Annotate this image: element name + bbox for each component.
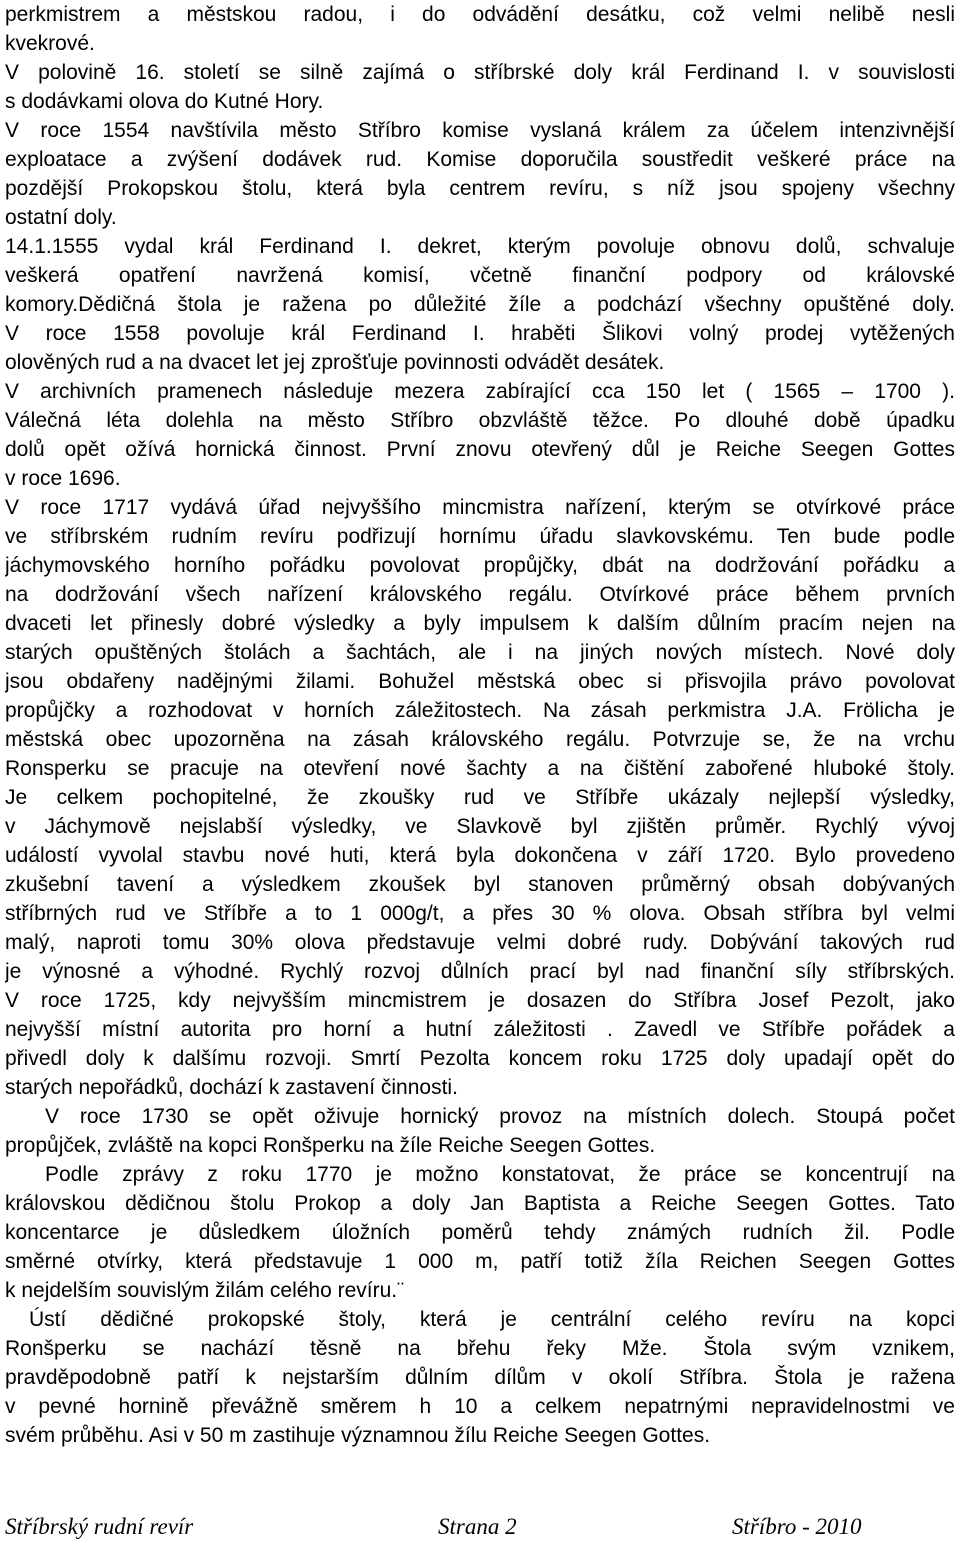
- text-line: jáchymovského horního pořádku povolovat propůjčky, dbát na dodržování pořádku a: [5, 554, 955, 577]
- text-line: Ronsperku se pracuje na otevření nové šachty a na čištění zabořené hluboké štoly.: [5, 757, 955, 780]
- text-line: Je celkem pochopitelné, že zkoušky rud ve Stříbře ukázaly nejlepší výsledky,: [5, 786, 955, 809]
- text-line: starých nepořádků, dochází k zastavení činnosti.: [5, 1076, 458, 1099]
- text-line: pozdější Prokopskou štolu, která byla centrem revíru, s níž jsou spojeny všechny: [5, 177, 955, 200]
- text-line: svém průběhu. Asi v 50 m zastihuje významnou žílu Reiche Seegen Gottes.: [5, 1424, 711, 1447]
- text-line: k nejdelším souvislým žilám celého revíru.¨: [5, 1279, 405, 1302]
- text-line: zkušební tavení a výsledkem zkoušek byl stanoven průměrný obsah dobývaných: [5, 873, 955, 896]
- text-line: ostatní doly.: [5, 206, 117, 229]
- text-line: propůjčky a rozhodovat v horních záležitostech. Na zásah perkmistra J.A. Frölicha je: [5, 699, 955, 722]
- text-line: dvaceti let přinesly dobré výsledky a byly impulsem k dalším důlním pracím nejen na: [5, 612, 955, 635]
- text-line: V roce 1717 vydává úřad nejvyššího mincmistra nařízení, kterým se otvírkové práce: [5, 496, 955, 519]
- text-line: koncentarce je důsledkem úložních poměrů tehdy známých rudních žil. Podle: [5, 1221, 955, 1244]
- text-line: propůjček, zvláště na kopci Ronšperku na žíle Reiche Seegen Gottes.: [5, 1134, 656, 1157]
- text-line: V archivních pramenech následuje mezera zabírající cca 150 let ( 1565 – 1700 ).: [5, 380, 955, 403]
- text-line: Válečná léta dolehla na město Stříbro obzvláště těžce. Po dlouhé době úpadku: [5, 409, 955, 432]
- text-line: královskou dědičnou štolu Prokop a doly Jan Baptista a Reiche Seegen Gottes. Tato: [5, 1192, 955, 1215]
- text-line: nejvyšší místní autorita pro horní a hutní záležitosti . Zavedl ve Stříbře pořádek a: [5, 1018, 955, 1041]
- footer-place-year: Stříbro - 2010: [732, 1514, 862, 1539]
- page-footer: [5, 1513, 925, 1541]
- text-line: starých opuštěných štolách a šachtách, ale i na jiných nových místech. Nové doly: [5, 641, 955, 664]
- text-line: v Jáchymově nejslabší výsledky, ve Slavkově byl zjištěn průměr. Rychlý vývoj: [5, 815, 955, 838]
- text-line: událostí vyvolal stavbu nové huti, která byla dokončena v září 1720. Bylo provedeno: [5, 844, 955, 867]
- text-line: olověných rud a na dvacet let jej zprošťuje povinnosti odvádět desátek.: [5, 351, 665, 374]
- text-line: na dodržování všech nařízení královského regálu. Otvírkové práce během prvních: [5, 583, 955, 606]
- text-line: komory.Dědičná štola je ražena po důležité žíle a podchází všechny opuštěné doly.: [5, 293, 955, 316]
- text-line: malý, naproti tomu 30% olova představuje velmi dobré rudy. Dobývání takových rud: [5, 931, 955, 954]
- text-line: je výnosné a výhodné. Rychlý rozvoj důlních prací byl nad finanční síly stříbrských.: [5, 960, 955, 983]
- text-line: dolů opět ožívá hornická činnost. První znovu otevřený důl je Reiche Seegen Gottes: [5, 438, 955, 461]
- text-line: s dodávkami olova do Kutné Hory.: [5, 90, 324, 113]
- text-line: V roce 1725, kdy nejvyšším mincmistrem je dosazen do Stříbra Josef Pezolt, jako: [5, 989, 955, 1012]
- document-body: [5, 0, 955, 1450]
- page-number: Strana 2: [438, 1514, 517, 1539]
- text-line: ve stříbrském rudním revíru podřizují hornímu úřadu slavkovskému. Ten bude podle: [5, 525, 955, 548]
- text-line: perkmistrem a městskou radou, i do odvádění desátku, což velmi nelibě nesli: [5, 3, 955, 26]
- text-line: veškerá opatření navržená komisí, včetně finanční podpory od královské: [5, 264, 955, 287]
- text-line: V roce 1558 povoluje král Ferdinand I. hraběti Šlikovi volný prodej vytěžených: [5, 322, 955, 345]
- text-line: městská obec upozorněna na zásah královského regálu. Potvrzuje se, že na vrchu: [5, 728, 955, 751]
- text-line: jsou obdařeny nadějnými žilami. Bohužel městská obec si přisvojila právo povolovat: [5, 670, 955, 693]
- text-line: směrné otvírky, která představuje 1 000 m, patří totiž žíla Reichen Seegen Gottes: [5, 1250, 955, 1273]
- text-line: Ronšperku se nachází těsně na břehu řeky Mže. Štola svým vznikem,: [5, 1337, 955, 1360]
- text-line: v roce 1696.: [5, 467, 121, 490]
- text-line: kvekrové.: [5, 32, 95, 55]
- text-line: stříbrných rud ve Stříbře a to 1 000g/t, a přes 30 % olova. Obsah stříbra byl velmi: [5, 902, 955, 925]
- text-line: v pevné hornině převážně směrem h 10 a celkem nepatrnými nepravidelnostmi ve: [5, 1395, 955, 1418]
- text-line: V roce 1554 navštívila město Stříbro komise vyslaná králem za účelem intenzivnější: [5, 119, 955, 142]
- text-line: V polovině 16. století se silně zajímá o stříbrské doly král Ferdinand I. v souvislosti: [5, 61, 955, 84]
- text-line: exploatace a zvýšení dodávek rud. Komise doporučila soustředit veškeré práce na: [5, 148, 955, 171]
- footer-title: Stříbrský rudní revír: [5, 1514, 194, 1539]
- text-line: V roce 1730 se opět oživuje hornický provoz na místních dolech. Stoupá počet: [45, 1105, 955, 1128]
- text-line: 14.1.1555 vydal král Ferdinand I. dekret, kterým povoluje obnovu dolů, schvaluje: [5, 235, 955, 258]
- text-line: přivedl doly k dalšímu rozvoji. Smrtí Pezolta koncem roku 1725 doly upadají opět do: [5, 1047, 955, 1070]
- text-line: Podle zprávy z roku 1770 je možno konstatovat, že práce se koncentrují na: [45, 1163, 955, 1186]
- text-line: Ústí dědičné prokopské štoly, která je centrální celého revíru na kopci: [29, 1308, 955, 1331]
- text-line: pravděpodobně patří k nejstarším důlním dílům v okolí Stříbra. Štola je ražena: [5, 1366, 955, 1389]
